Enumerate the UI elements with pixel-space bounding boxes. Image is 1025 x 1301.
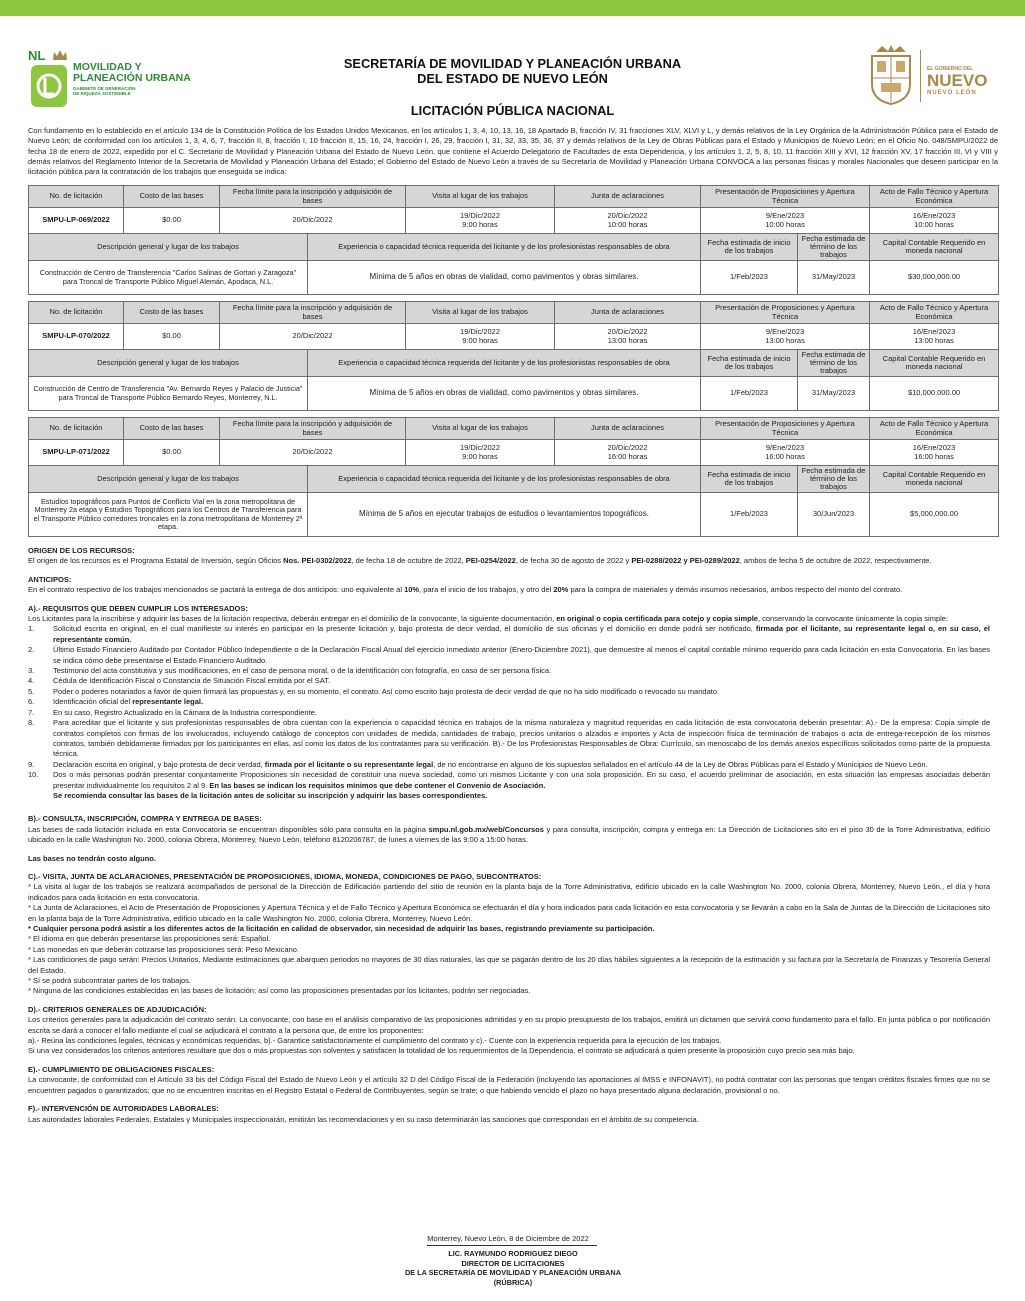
meeting-time: 10:00 horas: [607, 219, 648, 229]
criterios-p3: Si una vez considerados los criterios anteriores resultare que dos o más propuestas son solventes y satisfacen la totalidad de los requerimientos de la Dependencia, el contrato se adjudicará a quien presente la proposición cuyo precio sea más bajo.: [28, 1046, 855, 1056]
proposals-time: 10:00 horas: [765, 219, 805, 229]
col-fecha-termino: Fecha estimada de término de los trabajos: [798, 234, 870, 261]
tender-number: SMPU-LP-071/2022: [29, 440, 124, 466]
list-item: 5. Poder o poderes notariados a favor de quien firmará las propuestas y, en su momento, el contrato. Así como escrito bajo protesta de decir verdad de que no ha sido modificado o revocado su mandato.: [28, 686, 720, 696]
visit-time: 9:00 horas: [462, 451, 498, 461]
tender-description: Estudios topográficos para Puntos de Conflicto Vial en la zona metropolitana de Monterrey 2a etapa y Estudios Topográficos para los Centros de Transferencia para el Transporte Público corredores troncales en la zona metropolitana de Monterrey 2ª etapa.: [29, 493, 308, 537]
proposals-date: 9/Ene/2023: [765, 443, 805, 453]
requisitos-note: Se recomienda consultar las bases de la licitación antes de solicitar su inscripción y adquirir las bases correspondientes.: [53, 790, 488, 800]
tender-table: [28, 417, 999, 537]
tender-description: Construcción de Centro de Transferencia "Av. Bernardo Reyes y Palacio de Justicia" para Troncal de Transporte Público Bernardo Reyes, Monterrey, N.L.: [29, 377, 308, 411]
origen-title: ORIGEN DE LOS RECURSOS:: [28, 546, 135, 555]
logo-gob-line2: NUEVO: [927, 71, 988, 90]
tender-experience: Mínima de 5 años en obras de vialidad, como pavimentos y obras similares.: [308, 377, 701, 411]
laborales-title: F).- INTERVENCIÓN DE AUTORIDADES LABORALES:: [28, 1104, 219, 1114]
proposals-time: 16:00 horas: [765, 451, 805, 461]
col-fecha-inicio: Fecha estimada de inicio de los trabajos: [701, 350, 798, 377]
tender-cost: $0.00: [124, 324, 220, 350]
ruling-date: 16/Ene/2023: [912, 327, 956, 337]
logo-tag2: DE RIQUEZA SOSTENIBLE: [73, 91, 131, 96]
ruling-time: 13:00 horas: [914, 335, 954, 345]
visit-date: 19/Dic/2022: [460, 211, 501, 221]
list-item: 1. Solicitud escrita en original, en el cual manifieste su interés en participar en la presente licitación y, bajo protesta de decir verdad, el domicilio de sus oficinas y el domicilio en donde podrá ser notificado, firmada por el licitante, su representante legal o, en su caso, el representante común.: [28, 624, 990, 644]
tender-start: 1/Feb/2023: [701, 493, 798, 537]
col-fallo: Acto de Fallo Técnico y Apertura Económica: [870, 302, 999, 324]
col-presentacion: Presentación de Proposiciones y Apertura Técnica: [701, 186, 870, 208]
meeting-date: 20/Dic/2022: [607, 211, 648, 221]
tender-experience: Mínima de 5 años en ejecutar trabajos de estudios o levantamientos topográficos.: [308, 493, 701, 537]
logo-line1: MOVILIDAD Y: [73, 61, 142, 73]
list-item: 7. En su caso, Registro Actualizado en la Cámara de la Industria correspondiente.: [28, 707, 317, 717]
signature-line: [427, 1245, 597, 1246]
visit-date: 19/Dic/2022: [460, 327, 501, 337]
visit-time: 9:00 horas: [462, 219, 498, 229]
col-costo: Costo de las bases: [124, 418, 220, 440]
proposals-date: 9/Ene/2023: [765, 327, 805, 337]
tender-number: SMPU-LP-069/2022: [29, 208, 124, 234]
ruling-date: 16/Ene/2023: [912, 443, 956, 453]
tender-start: 1/Feb/2023: [701, 261, 798, 295]
tender-table: [28, 301, 999, 411]
tender-end: 31/May/2023: [798, 377, 870, 411]
visita-p1: * La visita al lugar de los trabajos se realizará acompañados de personal de la Dirección de Edificación partiendo del sitio de reunión en la planta baja de la Torre Administrativa, edificio ubicado en la calle Washington No. 2000, colonia Obrera, Monterrey, Nuevo León., el día y hora indicados para cada licitación en esta convocatoria.: [28, 882, 990, 902]
ruling-date: 16/Ene/2023: [912, 211, 956, 221]
tender-deadline: 20/Dic/2022: [220, 324, 406, 350]
meeting-date: 20/Dic/2022: [607, 327, 648, 337]
signer-note: (RÚBRICA): [493, 1277, 533, 1287]
criterios-p1: Los criterios generales para la adjudicación del contrato serán: La convocante, con base en el análisis comparativo de las proposiciones admitidas y en su propio presupuesto de los trabajos, emitirá un dictamen que servirá como fundamento para el fallo. En junta pública o por notificación escrita se dará a conocer el fallo mediante el cual se adjudicará el contrato a la persona que, de entre los proponentes:: [28, 1015, 990, 1035]
header-line2: DEL ESTADO DE NUEVO LEÓN: [417, 71, 608, 86]
requisitos-list: [28, 624, 990, 791]
requisitos-title: A).- REQUISITOS QUE DEBEN CUMPLIR LOS INTERESADOS:: [28, 603, 248, 613]
col-experiencia: Experiencia o capacidad técnica requerida del licitante y de los profesionistas responsables de obra: [308, 234, 701, 261]
tender-cost: $0.00: [124, 208, 220, 234]
logo-gob-line3: NUEVO LEÓN: [927, 90, 977, 96]
col-no-licitacion: No. de licitación: [29, 418, 124, 440]
criterios-title: D).- CRITERIOS GENERALES DE ADJUDICACIÓN:: [28, 1004, 207, 1014]
tender-capital: $10,000,000.00: [870, 377, 999, 411]
logo-line2: PLANEACIÓN URBANA: [73, 72, 191, 84]
col-junta: Junta de aclaraciones: [555, 302, 701, 324]
col-presentacion: Presentación de Proposiciones y Apertura Técnica: [701, 302, 870, 324]
coat-of-arms-icon: [868, 44, 914, 106]
col-descripcion: Descripción general y lugar de los trabajos: [29, 350, 308, 377]
tender-deadline: 20/Dic/2022: [220, 208, 406, 234]
logo-gob-line1: EL GOBIERNO DEL: [927, 66, 974, 72]
col-visita: Visita al lugar de los trabajos: [406, 418, 555, 440]
laborales-p1: Las autoridades laborales Federales, Estatales y Municipales inspeccionarán, emitirán las recomendaciones y en su caso determinarán las sanciones que correspondan en el ámbito de su competencia.: [28, 1114, 699, 1124]
visita-title: C).- VISITA, JUNTA DE ACLARACIONES, PRESENTACIÓN DE PROPOSICIONES, IDIOMA, MONEDA, CONDICIONES DE PAGO, SUBCONTRATOS:: [28, 871, 542, 881]
place-date: Monterrey, Nuevo León, 8 de Diciembre de 2022: [427, 1234, 589, 1243]
col-junta: Junta de aclaraciones: [555, 186, 701, 208]
bases-note: Las bases no tendrán costo alguno.: [28, 853, 156, 863]
page-header: [250, 56, 775, 118]
meeting-date: 20/Dic/2022: [607, 443, 648, 453]
col-fecha-limite: Fecha límite para la inscripción y adquisición de bases: [220, 418, 406, 440]
visit-date: 19/Dic/2022: [460, 443, 501, 453]
gobierno-nuevo-leon-logo: [868, 44, 1000, 108]
col-capital: Capital Contable Requerido en moneda nacional: [870, 234, 999, 261]
col-costo: Costo de las bases: [124, 302, 220, 324]
requisitos-intro: Los Licitantes para la inscribirse y adquirir las bases de la licitación respectiva, deberán entregar en el domicilio de la convocante, la siguiente documentación, en original o copia certificada para cotejo y copia simple, conservando la convocante únicamente la copia simple:: [28, 614, 949, 624]
col-no-licitacion: No. de licitación: [29, 302, 124, 324]
bases-text: Las bases de cada licitación incluida en esta Convocatoria se encuentran disponibles sólo para consulta en la página smpu.nl.gob.mx/web/Concursos y para consulta, inscripción, compra y entrega en: La Dirección de Licitaciones sito en el piso 30 de la Torre Administrativa, edificio ubicado en la calle Washington No. 2000, colonia Obrera, Monterrey, Nuevo León, teléfono 8120206787, de lunes a viernes de las 9:00 a 15:00 horas.: [28, 824, 990, 845]
top-green-band: [0, 0, 1025, 16]
crown-icon: [52, 49, 68, 61]
logo-initials: NL: [28, 48, 46, 63]
col-fecha-limite: Fecha límite para la inscripción y adquisición de bases: [220, 186, 406, 208]
logo-tag1: GABINETE DE GENERACIÓN: [73, 86, 136, 91]
list-item: 6. Identificación oficial del representante legal.: [28, 697, 204, 707]
col-presentacion: Presentación de Proposiciones y Apertura Técnica: [701, 418, 870, 440]
col-experiencia: Experiencia o capacidad técnica requerida del licitante y de los profesionistas responsables de obra: [308, 466, 701, 493]
col-no-licitacion: No. de licitación: [29, 186, 124, 208]
col-fecha-inicio: Fecha estimada de inicio de los trabajos: [701, 466, 798, 493]
list-item: 3. Testimonio del acta constitutiva y sus modificaciones, en el caso de persona moral, o de la identificación con fotografía, en caso de ser persona física.: [28, 666, 552, 676]
visita-p8: * Ninguna de las condiciones establecidas en las bases de licitación; así como las proposiciones presentadas por los licitantes, podrán ser negociadas.: [28, 986, 531, 996]
meeting-time: 16:00 horas: [607, 451, 648, 461]
tender-deadline: 20/Dic/2022: [220, 440, 406, 466]
visita-p4: * El idioma en que deberán presentarse las proposiciones será: Español.: [28, 934, 271, 944]
proposals-time: 13:00 horas: [765, 335, 805, 345]
fiscales-p1: La convocante, de conformidad con el Artículo 33 bis del Código Fiscal del Estado de Nuevo León y el artículo 32 D del Código Fiscal de la Federación (incluyendo las aportaciones al IMSS e INFONAVIT), no podrá contratar con las personas que tengan créditos fiscales firmes que no se encuentren pagados o garantizados; que no se encuentren inscritas en el Registro Estatal o Federal de Contribuyentes, según se trate; o que habiendo vencido el plazo no haya presentado alguna declaración, provisional o no.: [28, 1075, 990, 1095]
visita-p7: * Sí se podrá subcontratar partes de los trabajos.: [28, 976, 192, 986]
signature-block: [358, 1249, 668, 1287]
list-item: 9. Declaración escrita en original, y bajo protesta de decir verdad, firmada por el licitante o su representante legal, de no encontrarse en alguno de los supuestos señalados en el artículo 44 de la Ley de Obras Públicas para el Estado y Municipios de Nuevo León.: [28, 759, 928, 769]
tender-table: [28, 185, 999, 295]
conditions-body: [28, 546, 990, 1125]
origen-text: El origen de los recursos es el Programa Estatal de Inversión, según Oficios Nos. PEI-0302/2022, de fecha 18 de octubre de 2022, PEI-0254/2022, de fecha 30 de agosto de 2022 y PEI-0288/2022 y PEI-0289/2022, ambos de fecha 5 de octubre de 2022, respectivamente.: [28, 556, 932, 566]
tender-end: 31/May/2023: [798, 261, 870, 295]
list-item: 10. Dos o más personas podrán presentar conjuntamente Proposiciones sin necesidad de constituir una nueva sociedad, como un mismos Licitante y con una sola proposición. En su caso, el acuerdo preliminar de asociación, en esta situación las empresas asociadas deberán presentar individualmente los requisitos 2 al 9. En las bases se indican los requisitos mínimos que debe contener el Convenio de Asociación.: [28, 770, 990, 790]
criterios-p2: a).- Reúna las condiciones legales, técnicas y económicas requeridas, b).- Garantice satisfactoriamente el cumplimiento del contrato y c).- Cuente con la experiencia requerida para la ejecución de los trabajos.: [28, 1036, 722, 1046]
tender-experience: Mínima de 5 años en obras de vialidad, como pavimentos y obras similares.: [308, 261, 701, 295]
list-item: 8. Para acreditar que el licitante y sus profesionistas responsables de obra cuentan con la experiencia o capacidad técnica en trabajos de la misma naturaleza y magnitud requeridas en cada licitación de esta convocatoria deberán presentar: A).- De la empresa: Copia simple de contratos completos con firmas de los involucrados, incluyendo catálogo de conceptos con unidades de medida, cantidades de trabajo, precios unitarios o alzados e importes y Acta de inspección física de terminación de trabajos o acta de entrega-recepción de los mismos contratos, también debidamente firmados por los participantes en ellas, así como los datos de los contratantes para su verificación. B).- De los Profesionistas Responsables de Obra: Currículo, sin menoscabo de los demás anexos específicos solicitados como parte de la propuesta técnica.: [28, 718, 990, 759]
visita-p3: * Cualquier persona podrá asistir a los diferentes actos de la licitación en calidad de observador, sin necesidad de adquirir las bases, registrando previamente su participación.: [28, 924, 655, 933]
col-fecha-termino: Fecha estimada de término de los trabajos: [798, 466, 870, 493]
tender-capital: $30,000,000.00: [870, 261, 999, 295]
proposals-date: 9/Ene/2023: [765, 211, 805, 221]
list-item: 4. Cédula de Identificación Fiscal o Constancia de Situación Fiscal emitida por el SAT.: [28, 676, 331, 686]
col-visita: Visita al lugar de los trabajos: [406, 186, 555, 208]
meeting-time: 13:00 horas: [607, 335, 648, 345]
visit-time: 9:00 horas: [462, 335, 498, 345]
col-experiencia: Experiencia o capacidad técnica requerida del licitante y de los profesionistas responsables de obra: [308, 350, 701, 377]
col-fallo: Acto de Fallo Técnico y Apertura Económica: [870, 418, 999, 440]
col-fallo: Acto de Fallo Técnico y Apertura Económica: [870, 186, 999, 208]
col-visita: Visita al lugar de los trabajos: [406, 302, 555, 324]
signer-dept: DE LA SECRETARÍA DE MOVILIDAD Y PLANEACIÓN URBANA: [405, 1268, 621, 1277]
page-title: LICITACIÓN PÚBLICA NACIONAL: [410, 103, 615, 118]
col-fecha-termino: Fecha estimada de término de los trabajos: [798, 350, 870, 377]
nl-emblem-icon: [30, 64, 68, 108]
col-capital: Capital Contable Requerido en moneda nacional: [870, 350, 999, 377]
tender-number: SMPU-LP-070/2022: [29, 324, 124, 350]
col-fecha-limite: Fecha límite para la inscripción y adquisición de bases: [220, 302, 406, 324]
signer-name: LIC. RAYMUNDO RODRIGUEZ DIEGO: [448, 1249, 578, 1258]
anticipos-title: ANTICIPOS:: [28, 574, 72, 584]
visita-p6: * Las condiciones de pago serán: Precios Unitarios, Mediante estimaciones que abarquen periodos no mayores de 30 días naturales, las que se pagarán dentro de los 20 días hábiles siguientes a la recepción de la estimación y su factura por la Secretaría de Finanzas y Tesorería General del Estado.: [28, 955, 990, 975]
ruling-time: 16:00 horas: [914, 451, 954, 461]
col-descripcion: Descripción general y lugar de los trabajos: [29, 234, 308, 261]
list-item: 2. Último Estado Financiero Auditado por Contador Público Independiente o de la Declaración Fiscal Anual del ejercicio inmediato anterior (Enero-Diciembre 2021), que demuestre al menos el capital contable mínimo requerido para cada licitación en esta Convocatoria. En las bases se indica cómo debe presentarse el Estado Financiero Auditado.: [28, 645, 990, 665]
col-fecha-inicio: Fecha estimada de inicio de los trabajos: [701, 234, 798, 261]
movilidad-logo: [28, 48, 208, 112]
bases-url: smpu.nl.gob.mx/web/Concursos: [428, 824, 544, 834]
tender-capital: $5,000,000.00: [870, 493, 999, 537]
ruling-time: 10:00 horas: [914, 219, 954, 229]
signer-role: DIRECTOR DE LICITACIONES: [461, 1258, 565, 1268]
anticipos-text: En el contrato respectivo de los trabajos mencionados se pactará la entrega de dos anticipos: uno equivalente al 10%, para el inicio de los trabajos, y otro del 20% para la compra de materiales y demás insumos necesarios, ambos respecto del monto del contrato.: [28, 585, 903, 595]
tender-end: 30/Jun/2023: [798, 493, 870, 537]
intro-paragraph: Con fundamento en lo establecido en el artículo 134 de la Constitución Política de los Estados Unidos Mexicanos, en los artículos 1, 3, 4, 10, 13, 16, 18 Apartado B, fracción IV, 31 fracciones XLV, XLVI y L, y demás relativos de la Ley Orgánica de la Administración Pública para el Estado de Nuevo León; de conformidad con los artículos 1, 3, 4, 6, 7, fracción II, 8, fracción I, 10 fracción II, 15, 16, 24, fracción I, 26, 29, fracción I, 31, 32, 33, 35, 36, 37 y demás relativos de la Ley de Obras Públicas para el Estado y Municipios de Nuevo León; en el Oficio No. 048/SMPU/2022 de fecha 18 de enero de 2022, expedido por el C. Secretario de Movilidad y Planeación Urbana del Estado de Nuevo León, que contiene el Acuerdo Delegatorio de Facultades de esta Dependencia, y los artículos 1, 2, 5, 8, 10, 11 fracción XIII y XVI, 12 fracción XV, 17 fracción III, VI y VIII y demás relativos del Reglamento Interior de la Secretaría de Movilidad y Planeación Urbana del Estado; el Gobierno del Estado de Nuevo León a través de su Secretaría de Movilidad y Planeación Urbana CONVOCA a las personas físicas y morales Nacionales que deseen participar en la licitación pública para la contratación de los trabajos que enseguida se indica:: [28, 126, 998, 177]
header-line1: SECRETARÍA DE MOVILIDAD Y PLANEACIÓN URBANA: [343, 56, 682, 71]
fiscales-title: E).- CUMPLIMIENTO DE OBLIGACIONES FISCALES:: [28, 1064, 215, 1074]
col-costo: Costo de las bases: [124, 186, 220, 208]
tender-start: 1/Feb/2023: [701, 377, 798, 411]
col-junta: Junta de aclaraciones: [555, 418, 701, 440]
visita-p2: * La Junta de Aclaraciones, el Acto de Presentación de Proposiciones y Apertura Técnica y el de Fallo Técnico y Apertura Económica se efectuarán el día y hora indicados para cada licitación en esta convocatoria y se llevarán a cabo en la Sala de Juntas de la Dirección de Licitaciones sito en la planta baja de la Torre Administrativa, edificio ubicado en la calle Washington No. 2000, colonia Obrera, Monterrey, Nuevo León.: [28, 903, 990, 923]
tender-description: Construcción de Centro de Transferencia "Carlos Salinas de Gortari y Zaragoza" para Troncal de Transporte Público Miguel Alemán, Apodaca, N.L.: [29, 261, 308, 295]
col-capital: Capital Contable Requerido en moneda nacional: [870, 466, 999, 493]
col-descripcion: Descripción general y lugar de los trabajos: [29, 466, 308, 493]
visita-p5: * Las monedas en que deberán cotizarse las proposiciones será: Peso Mexicano.: [28, 944, 299, 954]
bases-title: B).- CONSULTA, INSCRIPCIÓN, COMPRA Y ENTREGA DE BASES:: [28, 814, 262, 824]
tender-cost: $0.00: [124, 440, 220, 466]
